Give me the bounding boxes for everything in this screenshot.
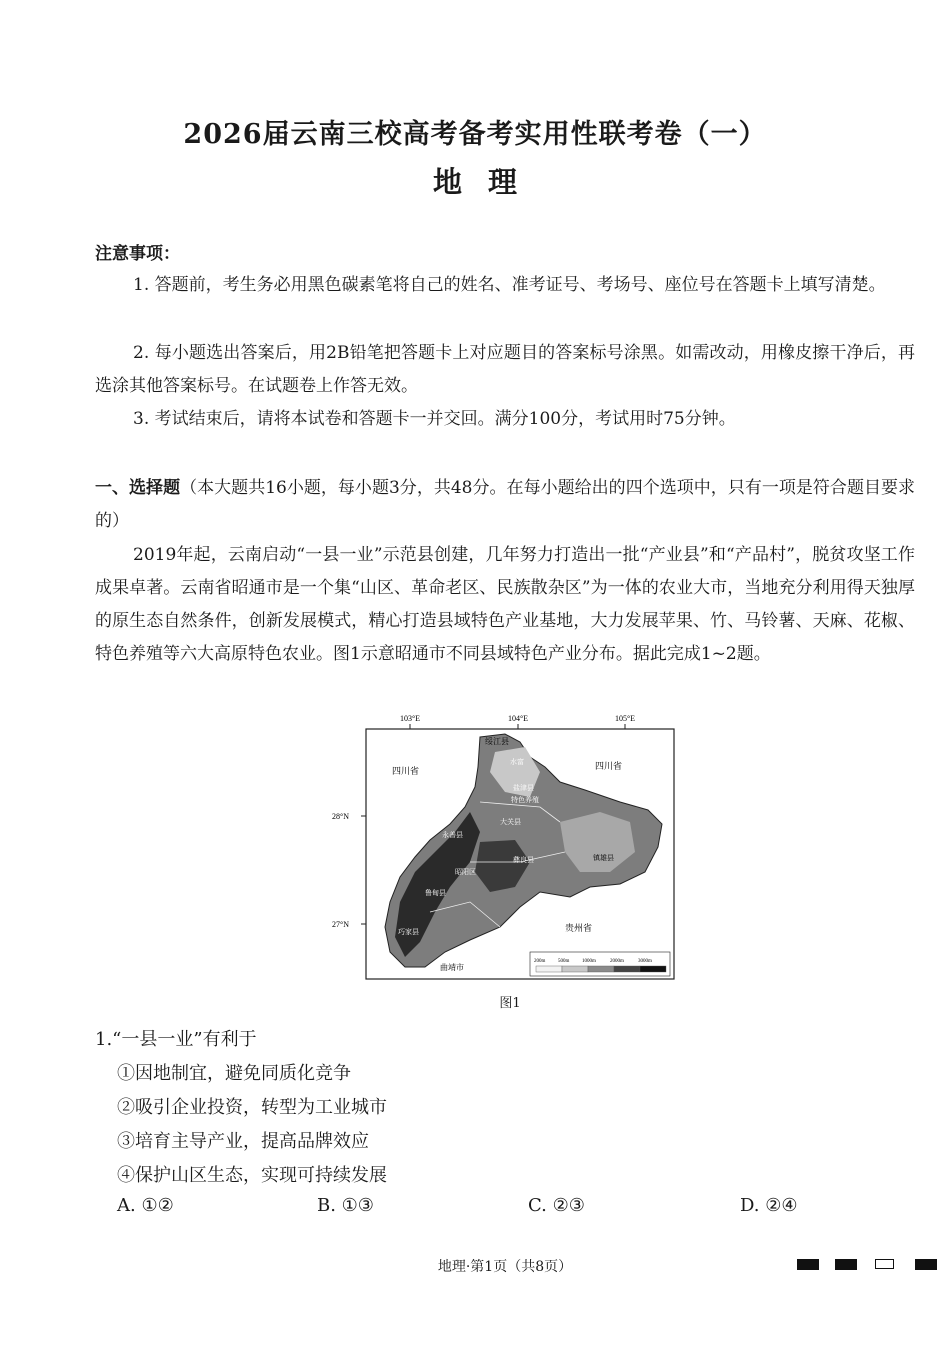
place-label: 镇雄县 — [593, 854, 614, 862]
region-label: 贵州省 — [565, 924, 593, 934]
passage-text: 2019年起，云南启动“一县一业”示范县创建，几年努力打造出一批“产业县”和“产品村”，脱贫攻坚工作成果卓著。云南省昭通市是一个集“山区、革命老区、民族散杂区”为一体的农业大市，当地充分利用得天独厚的原生态自然条件，创新发展模式，精心打造县域特色产业基地，大力发展苹果、竹、马铃薯、天麻、花椒、特色养殖等六大高原特色农业。图1示意昭通市不同县域特色产业分布。据此完成1~2题。 — [95, 545, 915, 664]
lon-label: 105°E — [614, 714, 636, 723]
marker-block-filled — [797, 1259, 819, 1270]
section-heading — [95, 472, 915, 538]
place-label: 绥江县 — [485, 737, 509, 746]
legend-tick: 200m — [534, 959, 546, 964]
choice-c: C. ②③ — [528, 1195, 585, 1216]
legend-swatch — [536, 966, 562, 972]
place-label: 大关县 — [500, 818, 521, 826]
marker-block-hollow — [875, 1259, 894, 1269]
place-label: 彝良县 — [513, 856, 534, 864]
page-marker-blocks — [797, 1259, 937, 1273]
figure-caption: 图1 — [499, 996, 521, 1011]
notice-item-3: 3. 考试结束后，请将本试卷和答题卡一并交回。满分100分，考试用时75分钟。 — [133, 409, 736, 429]
legend-swatch — [614, 966, 640, 972]
exam-title: 2026届云南三校高考备考实用性联考卷（一） — [183, 119, 767, 150]
legend-swatch — [640, 966, 666, 972]
legend-tick: 500m — [558, 959, 570, 964]
legend-tick: 1000m — [582, 959, 596, 964]
place-label: 盐津县 — [513, 784, 534, 792]
section-label: 一、选择题 — [95, 478, 181, 498]
elevation-legend — [530, 952, 670, 976]
notice-item-1: 1. 答题前，考生务必用黑色碳素笔将自己的姓名、准考证号、考场号、座位号在答题卡上填写清楚。 — [133, 275, 886, 295]
place-label: 永善县 — [442, 831, 463, 839]
question-stem: 1.“一县一业”有利于 — [95, 1029, 257, 1050]
place-label: 水富 — [510, 758, 524, 766]
marker-block-filled — [835, 1259, 857, 1270]
region-label: 曲靖市 — [440, 963, 464, 972]
place-label: 特色养殖 — [511, 796, 539, 804]
place-label: 鲁甸县 — [425, 889, 446, 897]
question-statement: ①因地制宜，避免同质化竞争 — [117, 1063, 351, 1084]
lon-label: 103°E — [399, 714, 421, 723]
question-statement: ④保护山区生态，实现可持续发展 — [117, 1165, 387, 1186]
place-label: 巧家县 — [398, 928, 419, 936]
legend-tick: 2000m — [610, 959, 624, 964]
region-label: 四川省 — [392, 767, 420, 777]
section-description: （本大题共16小题，每小题3分，共48分。在每小题给出的四个选项中，只有一项是符合题目要求的） — [95, 478, 916, 531]
zhaotong-map — [330, 712, 680, 987]
choice-d: D. ②④ — [740, 1195, 798, 1216]
choice-b: B. ①③ — [317, 1195, 374, 1216]
lat-label: 28°N — [332, 812, 349, 821]
marker-block-filled — [915, 1259, 937, 1270]
place-label: 昭阳区 — [455, 868, 476, 876]
legend-swatch — [562, 966, 588, 972]
page-footer: 地理·第1页（共8页） — [437, 1259, 573, 1275]
legend-swatch — [588, 966, 614, 972]
lat-label: 27°N — [332, 920, 349, 929]
notice-heading: 注意事项： — [95, 244, 180, 264]
question-statement: ②吸引企业投资，转型为工业城市 — [117, 1097, 387, 1118]
choice-a: A. ①② — [117, 1195, 174, 1216]
notice-item-2: 2. 每小题选出答案后，用2B铅笔把答题卡上对应题目的答案标号涂黑。如需改动，用橡皮擦干净后，再选涂其他答案标号。在试题卷上作答无效。 — [95, 343, 915, 396]
legend-tick: 3000m — [638, 959, 652, 964]
question-statement: ③培育主导产业，提高品牌效应 — [117, 1131, 369, 1152]
region-label: 四川省 — [595, 762, 623, 772]
exam-subject: 地理 — [432, 165, 543, 199]
lon-label: 104°E — [507, 714, 529, 723]
